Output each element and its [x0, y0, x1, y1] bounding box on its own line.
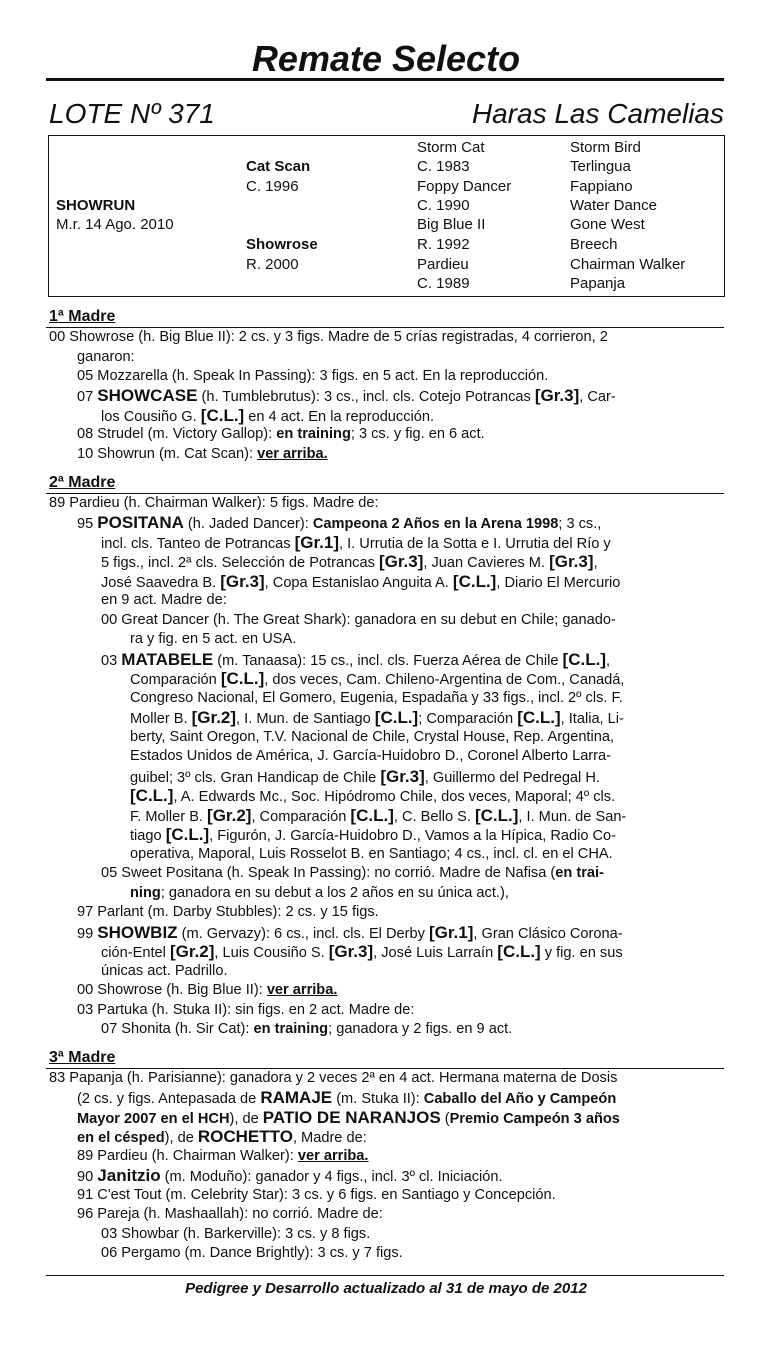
- great-grandparent: Storm Bird: [570, 139, 641, 156]
- text-line: ganaron:: [77, 349, 135, 365]
- page-title: Remate Selecto: [251, 38, 521, 79]
- text-line: operativa, Maporal, Luis Rosselot B. en Santiago; 4 cs., incl. cl. en el CHA.: [130, 846, 613, 862]
- sire-name: Cat Scan: [246, 158, 311, 175]
- text-line: 99 SHOWBIZ (m. Gervazy): 6 cs., incl. cls. El Derby [Gr.1], Gran Clásico Corona-: [77, 923, 623, 942]
- text-line: tiago [C.L.], Figurón, J. García-Huidobro D., Vamos a la Hípica, Radio Co-: [130, 825, 617, 844]
- grandparent-4-info: C. 1989: [417, 275, 470, 292]
- great-grandparent: Gone West: [570, 216, 645, 233]
- text-line: únicas act. Padrillo.: [101, 963, 228, 979]
- text-line: guibel; 3º cls. Gran Handicap de Chile [Gr.3], Guillermo del Pedregal H.: [130, 767, 600, 786]
- text-line: (2 cs. y figs. Antepasada de RAMAJE (m. Stuka II): Caballo del Año y Campeón: [77, 1088, 617, 1107]
- text-line: 83 Papanja (h. Parisianne): ganadora y 2 veces 2ª en 4 act. Hermana materna de Dosis: [49, 1070, 618, 1086]
- great-grandparent: Water Dance: [570, 197, 657, 214]
- text-line: berty, Saint Oregon, T.V. Nacional de Chile, Crystal House, Rep. Argentina,: [130, 729, 615, 745]
- text-line: 90 Janitzio (m. Moduño): ganador y 4 figs., incl. 3º cl. Iniciación.: [77, 1166, 503, 1185]
- text-line: 03 MATABELE (m. Tanaasa): 15 cs., incl. cls. Fuerza Aérea de Chile [C.L.],: [101, 650, 611, 669]
- grandparent-3: Big Blue II: [417, 216, 486, 233]
- text-line: en 9 act. Madre de:: [101, 592, 227, 608]
- text-line: [C.L.], A. Edwards Mc., Soc. Hipódromo Chile, dos veces, Maporal; 4º cls.: [130, 786, 616, 805]
- horse-info: M.r. 14 Ago. 2010: [56, 216, 174, 233]
- text-line: Moller B. [Gr.2], I. Mun. de Santiago [C.L.]; Comparación [C.L.], Italia, Li-: [130, 708, 624, 727]
- lot-number: LOTE Nº 371: [49, 98, 215, 129]
- text-line: 03 Showbar (h. Barkerville): 3 cs. y 8 figs.: [101, 1226, 371, 1242]
- text-line: 97 Parlant (m. Darby Stubbles): 2 cs. y 15 figs.: [77, 904, 379, 920]
- text-line: ra y fig. en 5 act. en USA.: [130, 631, 297, 647]
- text-line: ción-Entel [Gr.2], Luis Cousiño S. [Gr.3], José Luis Larraín [C.L.] y fig. en sus: [101, 942, 623, 961]
- text-line: José Saavedra B. [Gr.3], Copa Estanislao Anguita A. [C.L.], Diario El Mercurio: [101, 572, 621, 591]
- text-line: 89 Pardieu (h. Chairman Walker): ver arriba.: [77, 1148, 369, 1164]
- great-grandparent: Breech: [570, 236, 618, 253]
- text-line: 05 Sweet Positana (h. Speak In Passing): no corrió. Madre de Nafisa (en trai-: [101, 865, 604, 881]
- text-line: 91 C'est Tout (m. Celebrity Star): 3 cs. y 6 figs. en Santiago y Concepción.: [77, 1187, 556, 1203]
- grandparent-3-info: R. 1992: [417, 236, 470, 253]
- text-line: los Cousiño G. [C.L.] en 4 act. En la reproducción.: [101, 406, 435, 425]
- section-heading-madre-3: 3ª Madre: [49, 1049, 116, 1066]
- text-line: 05 Mozzarella (h. Speak In Passing): 3 figs. en 5 act. En la reproducción.: [77, 368, 549, 384]
- text-line: Congreso Nacional, El Gomero, Eugenia, Espadaña y 33 figs., incl. 2º cls. F.: [130, 690, 623, 706]
- text-line: 96 Pareja (h. Mashaallah): no corrió. Madre de:: [77, 1206, 383, 1222]
- great-grandparent: Fappiano: [570, 178, 633, 195]
- footer-divider: [46, 1275, 724, 1276]
- text-line: F. Moller B. [Gr.2], Comparación [C.L.], C. Bello S. [C.L.], I. Mun. de San-: [130, 806, 627, 825]
- great-grandparent: Terlingua: [570, 158, 631, 175]
- great-grandparent: Papanja: [570, 275, 626, 292]
- section-heading-madre-1: 1ª Madre: [49, 308, 116, 325]
- footer-note: Pedigree y Desarrollo actualizado al 31 de mayo de 2012: [185, 1280, 587, 1297]
- text-line: incl. cls. Tanteo de Potrancas [Gr.1], I. Urrutia de la Sotta e I. Urrutia del Río y: [101, 533, 611, 552]
- grandparent-4: Pardieu: [417, 256, 469, 273]
- text-line: ning; ganadora en su debut a los 2 años en su única act.),: [130, 885, 509, 901]
- text-line: 08 Strudel (m. Victory Gallop): en training; 3 cs. y fig. en 6 act.: [77, 426, 485, 442]
- dam-info: R. 2000: [246, 256, 299, 273]
- text-line: 06 Pergamo (m. Dance Brightly): 3 cs. y 7 figs.: [101, 1245, 403, 1261]
- text-line: 00 Great Dancer (h. The Great Shark): ganadora en su debut en Chile; ganado-: [101, 612, 616, 628]
- grandparent-1: Storm Cat: [417, 139, 485, 156]
- text-line: en el césped), de ROCHETTO, Madre de:: [77, 1127, 367, 1146]
- text-line: 07 SHOWCASE (h. Tumblebrutus): 3 cs., incl. cls. Cotejo Potrancas [Gr.3], Car-: [77, 386, 616, 405]
- horse-name: SHOWRUN: [56, 197, 136, 214]
- text-line: 89 Pardieu (h. Chairman Walker): 5 figs. Madre de:: [49, 495, 379, 511]
- text-line: 5 figs., incl. 2ª cls. Selección de Potrancas [Gr.3], Juan Cavieres M. [Gr.3],: [101, 552, 598, 571]
- text-line: 03 Partuka (h. Stuka II): sin figs. en 2 act. Madre de:: [77, 1002, 415, 1018]
- title-divider: [46, 78, 724, 81]
- text-line: 00 Showrose (h. Big Blue II): 2 cs. y 3 figs. Madre de 5 crías registradas, 4 corrieron, 2: [49, 329, 608, 345]
- grandparent-2-info: C. 1990: [417, 197, 470, 214]
- section-heading-madre-2: 2ª Madre: [49, 474, 116, 491]
- great-grandparent: Chairman Walker: [570, 256, 686, 273]
- text-line: 10 Showrun (m. Cat Scan): ver arriba.: [77, 446, 328, 462]
- stud-name: Haras Las Camelias: [471, 98, 724, 129]
- dam-name: Showrose: [246, 236, 318, 253]
- text-line: Mayor 2007 en el HCH), de PATIO DE NARANJOS (Premio Campeón 3 años: [77, 1108, 620, 1127]
- text-line: 07 Shonita (h. Sir Cat): en training; ganadora y 2 figs. en 9 act.: [101, 1021, 513, 1037]
- text-line: 00 Showrose (h. Big Blue II): ver arriba.: [77, 982, 338, 998]
- sire-info: C. 1996: [246, 178, 299, 195]
- text-line: Estados Unidos de América, J. García-Huidobro D., Coronel Alberto Larra-: [130, 748, 612, 764]
- text-line: Comparación [C.L.], dos veces, Cam. Chileno-Argentina de Com., Canadá,: [130, 669, 625, 688]
- grandparent-1-info: C. 1983: [417, 158, 470, 175]
- text-line: 95 POSITANA (h. Jaded Dancer): Campeona 2 Años en la Arena 1998; 3 cs.,: [77, 513, 602, 532]
- grandparent-2: Foppy Dancer: [417, 178, 512, 195]
